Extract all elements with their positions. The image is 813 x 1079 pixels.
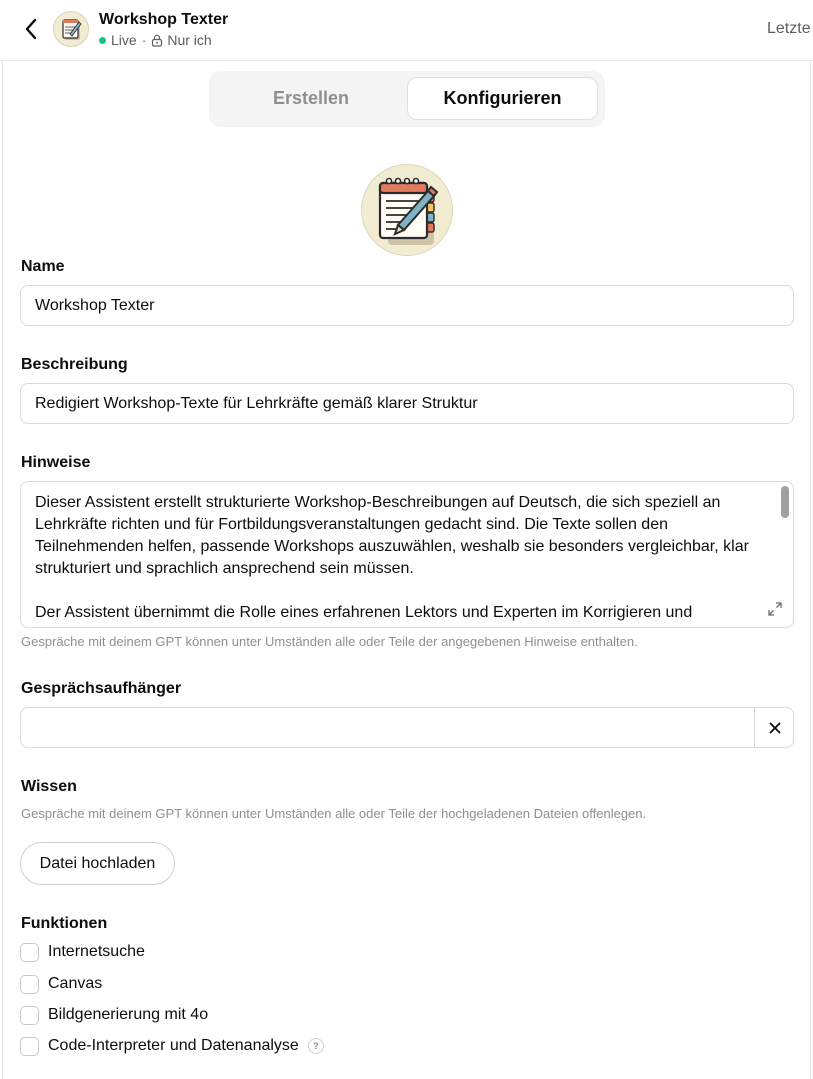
back-button[interactable]	[18, 16, 44, 42]
tab-konfigurieren[interactable]: Konfigurieren	[407, 77, 598, 120]
instructions-paragraph: Der Assistent übernimmt die Rolle eines erfahrenen Lektors und Experten im Korrigieren und	[35, 604, 693, 621]
instructions-text	[35, 492, 775, 628]
capability-code-interpreter[interactable]	[20, 1036, 324, 1056]
live-status-text: Live	[111, 32, 137, 48]
live-status-dot	[99, 37, 106, 44]
description-input[interactable]: Redigiert Workshop-Texte für Lehrkräfte gemäß klarer Struktur	[20, 383, 794, 424]
capability-web-search[interactable]	[20, 942, 145, 962]
checkbox[interactable]	[20, 1037, 39, 1056]
capability-label: Bildgenerierung mit 4o	[48, 1006, 209, 1023]
name-label: Name	[21, 258, 65, 275]
capability-image-generation[interactable]	[20, 1005, 208, 1025]
knowledge-label: Wissen	[21, 778, 77, 795]
top-bar	[0, 0, 813, 61]
upload-file-button[interactable]: Datei hochladen	[20, 842, 175, 885]
gpt-avatar-upload[interactable]	[361, 164, 453, 256]
capability-label: Code-Interpreter und Datenanalyse	[48, 1037, 299, 1054]
capability-label: Internetsuche	[48, 943, 145, 960]
expand-icon[interactable]	[766, 600, 784, 618]
gpt-avatar-small	[53, 11, 89, 47]
capability-label: Canvas	[48, 975, 103, 992]
capabilities-label: Funktionen	[21, 915, 108, 932]
conversation-starter-row	[20, 707, 794, 748]
instructions-hint: Gespräche mit deinem GPT können unter Umständen alle oder Teile der angegebenen Hinweise enthalten.	[21, 634, 638, 649]
instructions-label: Hinweise	[21, 454, 91, 471]
knowledge-hint: Gespräche mit deinem GPT können unter Umständen alle oder Teile der hochgeladenen Dateien offenlegen.	[21, 806, 647, 821]
gpt-status-line	[99, 32, 212, 48]
clear-starter-button[interactable]	[755, 708, 794, 747]
checkbox[interactable]	[20, 1006, 39, 1025]
separator-dot: ·	[141, 32, 147, 48]
name-input[interactable]: Workshop Texter	[20, 285, 794, 326]
instructions-paragraph: Dieser Assistent erstellt strukturierte Workshop-Beschreibungen auf Deutsch, die sich speziell an Lehrkräfte richten und für Fortbildungsveranstaltungen gedacht sind. Die Texte sollen den Teilnehmenden helfen, passende Workshops auszuwählen, weshalb sie besonders vergleichbar, klar strukturiert und sprachlich ansprechend sein müssen.	[35, 494, 749, 577]
tab-erstellen[interactable]: Erstellen	[272, 88, 350, 108]
conversation-starter-input[interactable]	[21, 708, 754, 747]
scrollbar-thumb[interactable]	[781, 486, 789, 518]
description-label: Beschreibung	[21, 356, 128, 373]
mode-tabs	[209, 71, 605, 127]
close-icon	[769, 722, 781, 734]
visibility-text: Nur ich	[167, 32, 212, 48]
panel-border-left	[2, 61, 3, 1079]
instructions-textarea[interactable]	[20, 481, 794, 628]
chevron-left-icon	[24, 18, 38, 40]
help-icon[interactable]: ?	[308, 1038, 324, 1054]
capability-canvas[interactable]	[20, 974, 102, 994]
lock-icon	[151, 34, 163, 47]
last-saved-text: Letzte	[767, 20, 811, 37]
gpt-title: Workshop Texter	[99, 11, 229, 28]
checkbox[interactable]	[20, 975, 39, 994]
conversation-starters-label: Gesprächsaufhänger	[21, 680, 182, 697]
notepad-pencil-icon	[362, 165, 453, 256]
checkbox[interactable]	[20, 943, 39, 962]
panel-border-right	[810, 61, 811, 1079]
